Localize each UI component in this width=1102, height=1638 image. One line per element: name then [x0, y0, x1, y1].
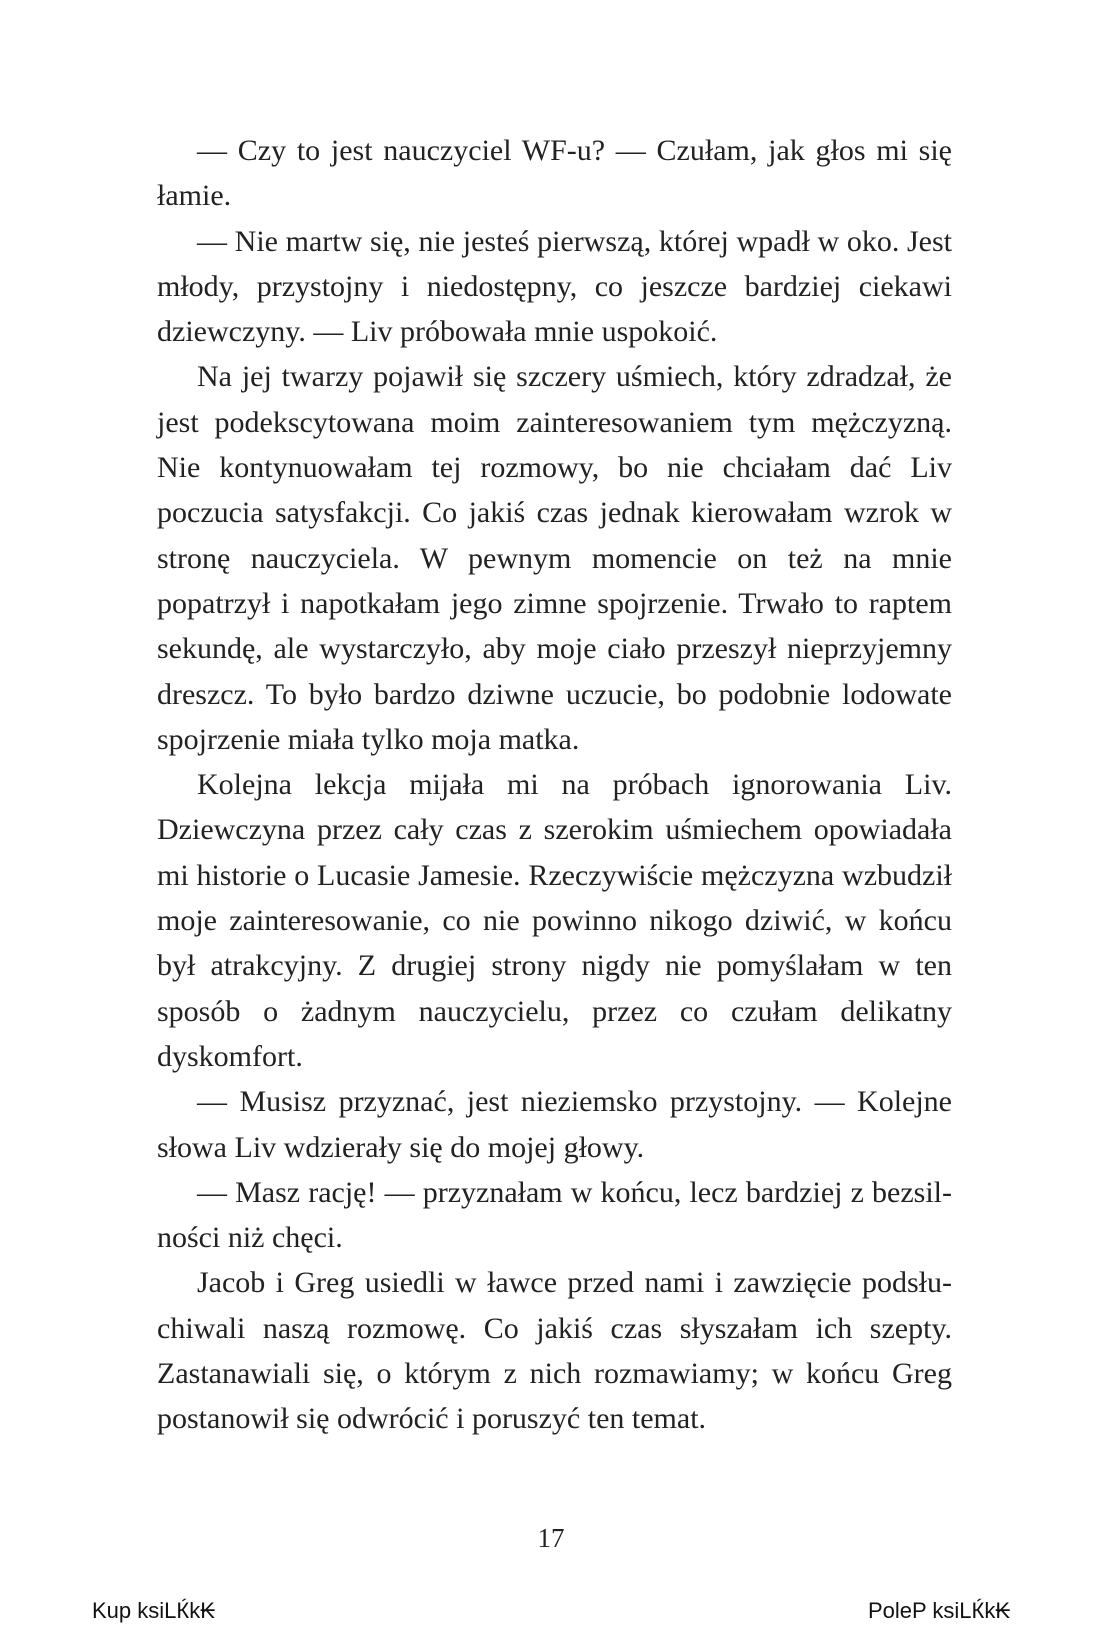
paragraph: — Nie martw się, nie jesteś pierwszą, której wpadł w oko. Jest młody, przystojny i niedostępny, co jeszcze bardziej ciekawi dziewczyny. — Liv próbowała mnie uspokoić.: [157, 224, 952, 349]
recommend-book-link[interactable]: PoleP ksiLЌk₭: [867, 1598, 1010, 1623]
buy-book-link[interactable]: Kup ksiLЌk₭: [92, 1598, 215, 1623]
paragraph: Jacob i Greg usiedli w ławce przed nami i zawzięcie podsłuchiwali naszą rozmowę. Co jakiś czas słyszałam ich szepty. Zastanawiali się, o którym z nich rozmawiamy; w końcu Greg postanowił się odwrócić i poruszyć ten temat.: [157, 1266, 952, 1436]
body-text: [157, 128, 952, 1442]
page-number: 17: [537, 1523, 565, 1553]
paragraph: — Czy to jest nauczyciel WF-u? — Czułam, jak głos mi się łamie.: [157, 134, 952, 213]
paragraph: Kolejna lekcja mijała mi na próbach ignorowania Liv. Dziewczyna przez cały czas z szerokim uśmiechem opowiadała mi historie o Lucasie Jamesie. Rzeczywiście mężczyzna wzbudził moje zainteresowanie, co nie powinno nikogo dziwić, w końcu był atrakcyjny. Z drugiej strony nigdy nie pomyślałam w ten sposób o żadnym nauczycielu, przez co czułam delikatny dyskomfort.: [157, 768, 952, 1073]
paragraph: Na jej twarzy pojawił się szczery uśmiech, który zdradzał, że jest podekscytowana moim zainteresowaniem tym mężczyzną. Nie kontynuowałam tej rozmowy, bo nie chciałam dać Liv poczucia satysfakcji. Co jakiś czas jednak kierowałam wzrok w stronę nauczyciela. W pewnym momencie on też na mnie popatrzył i napotkałam jego zimne spojrzenie. Trwało to raptem sekundę, ale wystarczyło, aby moje ciało przeszył nieprzyjemny dreszcz. To było bardzo dziwne uczucie, bo podobnie lodowate spojrzenie miała tylko moja matka.: [157, 360, 952, 756]
paragraph: — Masz rację! — przyznałam w końcu, lecz bardziej z bezsilności niż chęci.: [157, 1175, 952, 1255]
paragraph: — Musisz przyznać, jest nieziemsko przystojny. — Kolejne słowa Liv wdzierały się do mojej głowy.: [157, 1085, 952, 1164]
